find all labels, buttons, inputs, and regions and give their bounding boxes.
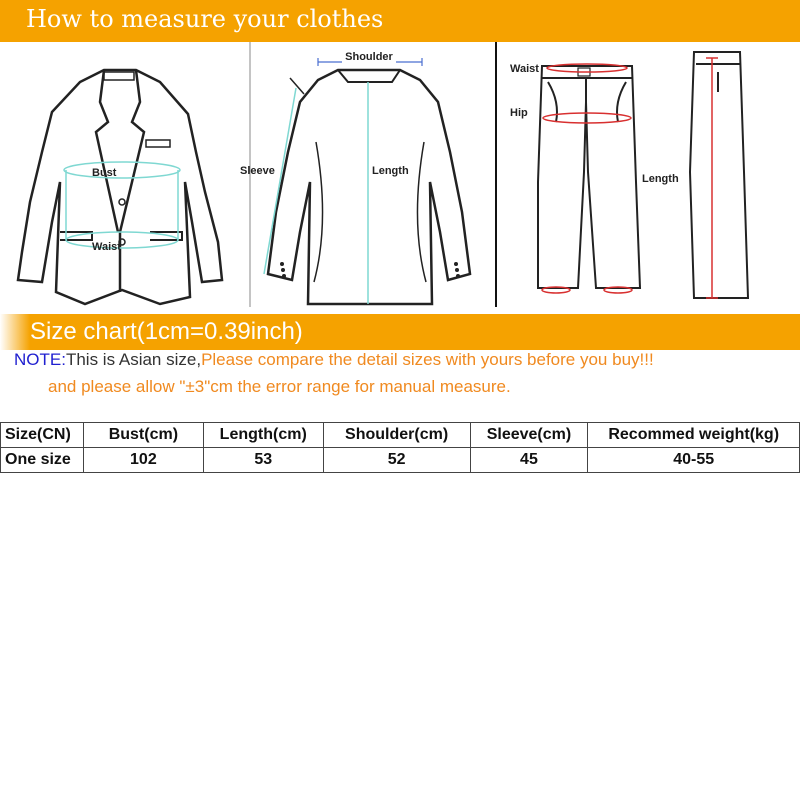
header-title: How to measure your clothes [26,5,384,33]
jacket-back-drawing [268,70,470,304]
sleeve-label: Sleeve [240,165,275,177]
cell-bust: 102 [83,448,203,473]
header-banner [0,0,800,42]
jacket-front-drawing [18,70,222,304]
size-table-header-row [1,423,800,448]
note-compare: Please compare the detail sizes with yours before you buy!!! [201,350,654,369]
pants-length-measure-line [706,58,718,298]
size-table [0,422,800,473]
size-chart-banner [0,314,800,350]
pants-length-label: Length [642,173,679,185]
note-line-1 [14,350,654,370]
note-asian-size: This is Asian size, [65,350,202,369]
header-cell-bust: Bust(cm) [83,423,203,448]
header-cell-shoulder: Shoulder(cm) [323,423,470,448]
hip-label: Hip [510,107,528,119]
header-cell-sleeve: Sleeve(cm) [470,423,588,448]
cell-size: One size [1,448,84,473]
table-row [1,448,800,473]
size-chart-title: Size chart(1cm=0.39inch) [30,318,303,345]
cell-length: 53 [203,448,323,473]
jacket-length-label: Length [372,165,409,177]
pants-side-drawing [690,52,748,298]
header-cell-size: Size(CN) [1,423,84,448]
shoulder-label: Shoulder [345,51,393,63]
cell-weight: 40-55 [588,448,800,473]
header-cell-weight: Recommed weight(kg) [588,423,800,448]
note-line-2: and please allow "±3"cm the error range for manual measure. [48,377,511,396]
header-cell-length: Length(cm) [203,423,323,448]
pants-waist-label: Waist [510,63,539,75]
note-label: NOTE: [14,350,66,369]
back-buttons [280,262,460,278]
banner-fade [0,314,30,350]
cell-shoulder: 52 [323,448,470,473]
waist-label: Waist [92,241,121,253]
measurement-illustration [0,42,800,312]
pants-front-drawing [538,66,640,288]
cell-sleeve: 45 [470,448,588,473]
bust-label: Bust [92,167,117,179]
